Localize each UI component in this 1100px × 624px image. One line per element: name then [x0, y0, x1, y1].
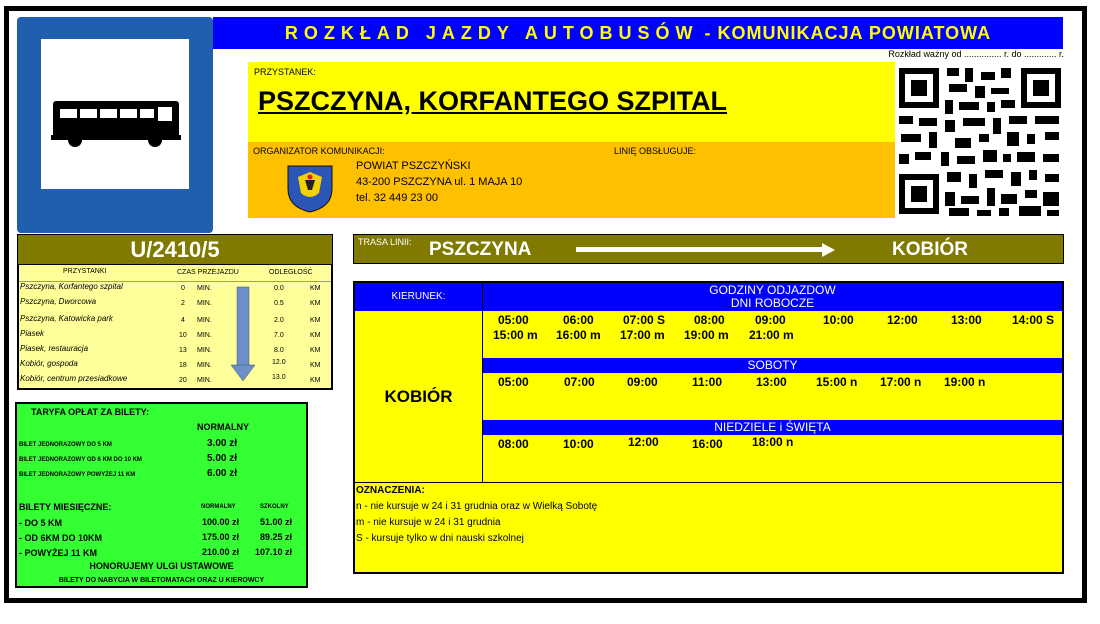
single-ticket-label: BILET JEDNORAZOWY OD 6 KM DO 10 KM [19, 457, 142, 463]
departure-time: 13:00 [756, 375, 787, 389]
monthly-label: BILETY MIESIĘCZNE: [19, 502, 112, 512]
monthly-row-normal: 100.00 zł [202, 517, 240, 527]
stop-row-distance: 12.0 [272, 359, 286, 366]
stop-row-name: Pszczyna, Katowicka park [20, 314, 113, 323]
departure-time: 08:00 [498, 437, 529, 451]
stop-row-distance: 0.0 [274, 285, 284, 292]
stop-row-distance-unit: KM [310, 362, 321, 369]
stop-row [19, 327, 333, 342]
monthly-row-school: 51.00 zł [260, 517, 293, 527]
stop-row [19, 357, 333, 372]
monthly-school-header: SZKOLNY [260, 504, 289, 510]
route-to: KOBIÓR [892, 239, 968, 260]
stop-row-time: 4 [181, 317, 185, 324]
stop-name: PSZCZYNA, KORFANTEGO SZPITAL [258, 86, 728, 116]
departure-time: 07:00 [564, 375, 595, 389]
departure-time: 09:00 [755, 313, 786, 327]
bus-stop-sign [17, 17, 213, 233]
stop-row-time: 13 [179, 347, 187, 354]
monthly-row-label: - DO 5 KM [19, 518, 63, 528]
stop-row-time: 0 [181, 285, 185, 292]
organizer-label: ORGANIZATOR KOMUNIKACJI: [253, 146, 385, 156]
sunday-header: NIEDZIELE i ŚWIĘTA [483, 420, 1062, 435]
stop-row-distance: 2.0 [274, 317, 284, 324]
stop-row-time-unit: MIN. [197, 347, 212, 354]
stop-row-time-unit: MIN. [197, 332, 212, 339]
saturday-times [483, 373, 1063, 418]
stop-row-distance-unit: KM [310, 377, 321, 384]
route-label: TRASA LINII: [358, 237, 412, 247]
departure-time: 08:00 [694, 313, 725, 327]
stop-row-name: Pszczyna, Korfantego szpital [20, 282, 123, 291]
stop-row [19, 372, 333, 387]
direction-header: KIERUNEK: [355, 283, 482, 311]
direction-name: KOBIÓR [384, 386, 453, 406]
route-arrow-icon [576, 243, 836, 257]
stop-row-time: 18 [179, 362, 187, 369]
departure-time: 12:00 [887, 313, 918, 327]
stops-header-distance: ODLEGŁOŚĆ [269, 269, 313, 276]
monthly-row-label: - POWYŻEJ 11 KM [19, 548, 98, 558]
single-ticket-label: BILET JEDNORAZOWY DO 5 KM [19, 442, 112, 448]
departure-time: 19:00 m [684, 328, 729, 342]
departure-time: 13:00 [951, 313, 982, 327]
single-ticket-price: 5.00 zł [207, 453, 238, 464]
departure-time: 17:00 n [880, 375, 922, 389]
notes-label: OZNACZENIA: [356, 485, 425, 496]
timetable-title [213, 17, 1063, 49]
stop-row-time-unit: MIN. [197, 285, 212, 292]
departure-time: 10:00 [563, 437, 594, 451]
stop-row-distance: 8.0 [274, 347, 284, 354]
organizer-address: 43-200 PSZCZYNA ul. 1 MAJA 10 [356, 176, 523, 188]
departure-time: 10:00 [823, 313, 854, 327]
stop-row-time: 2 [181, 300, 185, 307]
stops-header-time: CZAS PRZEJAZDU [177, 269, 239, 276]
operator-label: LINIĘ OBSŁUGUJE: [614, 146, 697, 156]
notes-section [356, 483, 597, 547]
note-item: n - nie kursuje w 24 i 31 grudnia oraz w Wielką Sobotę [356, 501, 598, 512]
weekday-header-line1: GODZINY ODJAZDOW [709, 283, 836, 297]
weekday-times [483, 312, 1063, 356]
organizer-name: POWIAT PSZCZYŃSKI [356, 160, 471, 172]
monthly-row-label: - OD 6KM DO 10KM [19, 533, 103, 543]
weekday-header-line2: DNI ROBOCZE [730, 296, 815, 310]
departure-time: 18:00 n [752, 435, 794, 449]
purchase-note: BILETY DO NABYCIA W BILETOMATACH ORAZ U KIEROWCY [58, 577, 265, 584]
saturday-header: SOBOTY [483, 358, 1062, 373]
stop-row-name: Kobiór, gospoda [20, 359, 78, 368]
stop-label: PRZYSTANEK: [254, 67, 316, 77]
departure-time: 17:00 m [620, 328, 665, 342]
departure-time: 05:00 [498, 375, 529, 389]
monthly-row-school: 107.10 zł [255, 547, 293, 557]
single-ticket-price: 3.00 zł [207, 438, 238, 449]
route-bar [353, 234, 1064, 264]
stop-row-distance-unit: KM [310, 317, 321, 324]
departure-time: 12:00 [628, 435, 659, 449]
stop-row-time-unit: MIN. [197, 317, 212, 324]
county-coat-of-arms-icon [285, 163, 335, 213]
stop-panel [248, 62, 895, 142]
stop-row-name: Piasek [20, 329, 45, 338]
line-number: U/2410/5 [17, 234, 333, 264]
stop-row [19, 342, 333, 357]
tariff-title: TARYFA OPŁAT ZA BILETY: [31, 407, 149, 417]
stop-row-distance-unit: KM [310, 300, 321, 307]
qr-code-icon[interactable] [895, 62, 1065, 220]
stop-row [19, 282, 333, 297]
departure-time: 19:00 n [944, 375, 986, 389]
title-sub: - KOMUNIKACJA POWIATOWA [698, 23, 992, 43]
departure-time: 06:00 [563, 313, 594, 327]
note-item: S - kursuje tylko w dni nauski szkolnej [356, 533, 524, 544]
note-item: m - nie kursuje w 24 i 31 grudnia [356, 517, 501, 528]
stop-row-name: Kobiór, centrum przesiadkowe [20, 374, 128, 383]
stop-row-distance-unit: KM [310, 285, 321, 292]
weekday-header [483, 283, 1062, 311]
sunday-times [483, 435, 1063, 481]
departure-time: 07:00 S [623, 313, 666, 327]
departure-time: 16:00 [692, 437, 723, 451]
title-main: ROZKŁAD JAZDY AUTOBUSÓW [284, 23, 699, 43]
sign-white-panel [41, 39, 189, 189]
stop-row-name: Pszczyna, Dworcowa [20, 297, 97, 306]
stop-row-name: Piasek, restauracja [20, 344, 89, 353]
stop-row-distance: 7.0 [274, 332, 284, 339]
timetable [353, 281, 1064, 574]
single-ticket-price: 6.00 zł [207, 468, 238, 479]
departure-time: 15:00 m [493, 328, 538, 342]
stop-row-distance-unit: KM [310, 347, 321, 354]
stop-row [19, 297, 333, 312]
tariff-normal-header: NORMALNY [197, 422, 249, 432]
single-ticket-label: BILET JEDNORAZOWY POWYŻEJ 11 KM [19, 472, 136, 478]
organizer-phone: tel. 32 449 23 00 [356, 192, 438, 204]
stop-row-time-unit: MIN. [197, 377, 212, 384]
departure-time: 15:00 n [816, 375, 858, 389]
departure-time: 11:00 [692, 375, 723, 389]
departure-time: 14:00 S [1012, 313, 1055, 327]
stop-row-time: 20 [179, 377, 187, 384]
departure-time: 09:00 [627, 375, 658, 389]
stop-row-distance-unit: KM [310, 332, 321, 339]
organizer-panel [248, 142, 895, 218]
departure-time: 05:00 [498, 313, 529, 327]
tariff-panel [15, 402, 308, 588]
departure-time: 16:00 m [556, 328, 601, 342]
monthly-normal-header: NORMALNY [201, 504, 236, 510]
stop-row-time-unit: MIN. [197, 300, 212, 307]
stop-row [19, 312, 333, 327]
stops-table [17, 264, 333, 390]
bus-icon [41, 39, 189, 189]
stops-list [19, 282, 333, 387]
stop-row-distance: 13.0 [272, 374, 286, 381]
departure-time: 21:00 m [749, 328, 794, 342]
stop-row-distance: 0.5 [274, 300, 284, 307]
monthly-row-school: 89.25 zł [260, 532, 293, 542]
stop-row-time-unit: MIN. [197, 362, 212, 369]
monthly-row-normal: 175.00 zł [202, 532, 240, 542]
monthly-row-normal: 210.00 zł [202, 547, 240, 557]
relief-note: HONORUJEMY ULGI USTAWOWE [89, 561, 234, 571]
stop-row-time: 10 [179, 332, 187, 339]
validity-period: Rozkład ważny od ............... r. do ............. r. [888, 49, 1064, 59]
route-from: PSZCZYNA [429, 239, 532, 260]
stops-header-name: PRZYSTANKI [63, 268, 107, 275]
